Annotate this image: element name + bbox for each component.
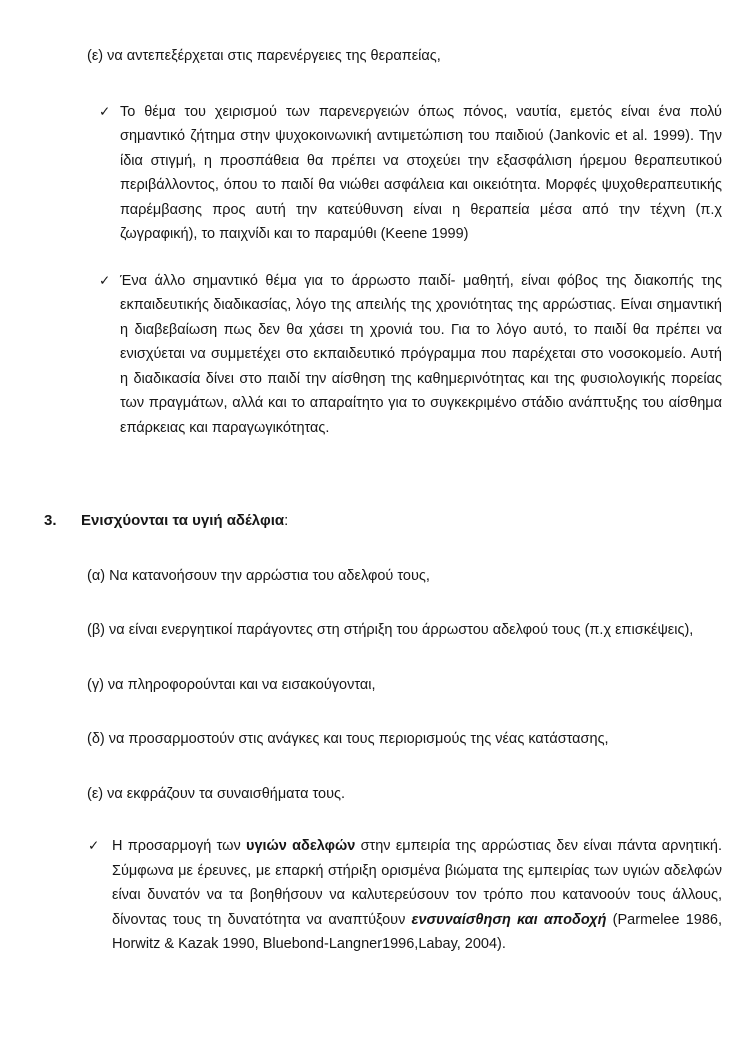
lettered-item-b: (β) να είναι ενεργητικοί παράγοντες στη στήριξη του άρρωστου αδελφού τους (π.χ επισκέψεις), <box>87 622 694 638</box>
checked-bullet-education <box>99 269 722 441</box>
section-title-text: Ενισχύονται τα υγιή αδέλφια <box>81 512 285 529</box>
closing-text-segment: Η προσαρμογή των <box>112 838 247 854</box>
closing-text-segment-bold: υγιών αδελφών <box>246 838 356 854</box>
closing-text-segment-bold-italic: ενσυναίσθηση και αποδοχή <box>411 911 607 928</box>
lettered-item-a: (α) Να κατανοήσουν την αρρώστια του αδελφού τους, <box>87 567 430 584</box>
bullet-paragraph <box>112 834 722 957</box>
check-icon: ✓ <box>99 103 111 119</box>
lettered-item-e: (ε) να εκφράζουν τα συναισθήματα τους. <box>87 785 346 802</box>
section-title-colon: : <box>284 512 289 529</box>
closing-text-segment: στην εμπειρία της αρρώστιας δεν είναι πάντα αρνητική. Σύμφωνα με έρευνες, με επαρκή στήριξη ορισμένα βιώματα της εμπειρίας των υγιών αδελφών είναι δυνατόν να τα βοηθήσουν να καλυτερεύσουν τον τρόπο που κατανοούν τους άλλους, δίνοντας τους τη δυνατότητα να αναπτύξουν <box>112 838 722 928</box>
lettered-item-c: (γ) να πληροφορούνται και να εισακούγονται, <box>87 676 376 693</box>
checked-bullet-siblings-adjustment <box>88 834 722 957</box>
bullet-paragraph: Ένα άλλο σημαντικό θέμα για το άρρωστο παιδί- μαθητή, είναι φόβος της διακοπής της εκπαιδευτικής διαδικασίας, λόγο της απειλής της χρονιότητας της αρρώστιας. Είναι σημαντική η διαβεβαίωση πως δεν θα χάσει τη χρονιά του. Για το λόγο αυτό, το παιδί θα πρέπει να ενισχύεται να συμμετέχει στο εκπαιδευτικό πρόγραμμα που παρέχεται στο νοσοκομείο. Αυτή η διαδικασία δίνει στο παιδί την αίσθηση της καθημερινότητας και της φυσιολογικής πορείας των πραγμάτων, αλλά και το απαραίτητο για το συγκεκριμένο στάδιο ανάπτυξης του αίσθημα επάρκειας και παραγωγικότητας. <box>120 272 722 436</box>
checked-bullet-side-effects <box>99 100 722 247</box>
bullet-paragraph: Το θέμα του χειρισμού των παρενεργειών όπως πόνος, ναυτία, εμετός είναι ένα πολύ σημαντικό ζήτημα στην ψυχοκοινωνική αντιμετώπιση του παιδιού (Jankovic et al. 1999). Την ίδια στιγμή, η προσπάθεια θα πρέπει να στοχεύει την εξασφάλιση ήρεμου θεραπευτικού περιβάλλοντος, όπου το παιδί θα νιώθει ασφάλεια και οικειότητα. Μορφές ψυχοθεραπευτικής παρέμβασης προς αυτή την κατεύθυνση είναι η θεραπεία μέσα από την τέχνη (π.χ ζωγραφική), το παιχνίδι και το παραμύθι (Keene 1999) <box>120 103 722 242</box>
closing-text-segment: (Parmelee 1986, Horwitz & Kazak 1990, Bluebond-Langner1996,Labay, 2004). <box>112 911 722 952</box>
section-title <box>81 509 288 534</box>
section-heading-healthy-siblings <box>44 509 722 534</box>
check-icon: ✓ <box>99 272 111 288</box>
lettered-item-d: (δ) να προσαρμοστούν στις ανάγκες και τους περιορισμούς της νέας κατάστασης, <box>87 731 609 747</box>
check-icon: ✓ <box>88 838 100 853</box>
section-number: 3. <box>44 512 57 529</box>
list-item-e-therapy-side-effects: (ε) να αντεπεξέρχεται στις παρενέργειες της θεραπείας, <box>87 48 441 64</box>
